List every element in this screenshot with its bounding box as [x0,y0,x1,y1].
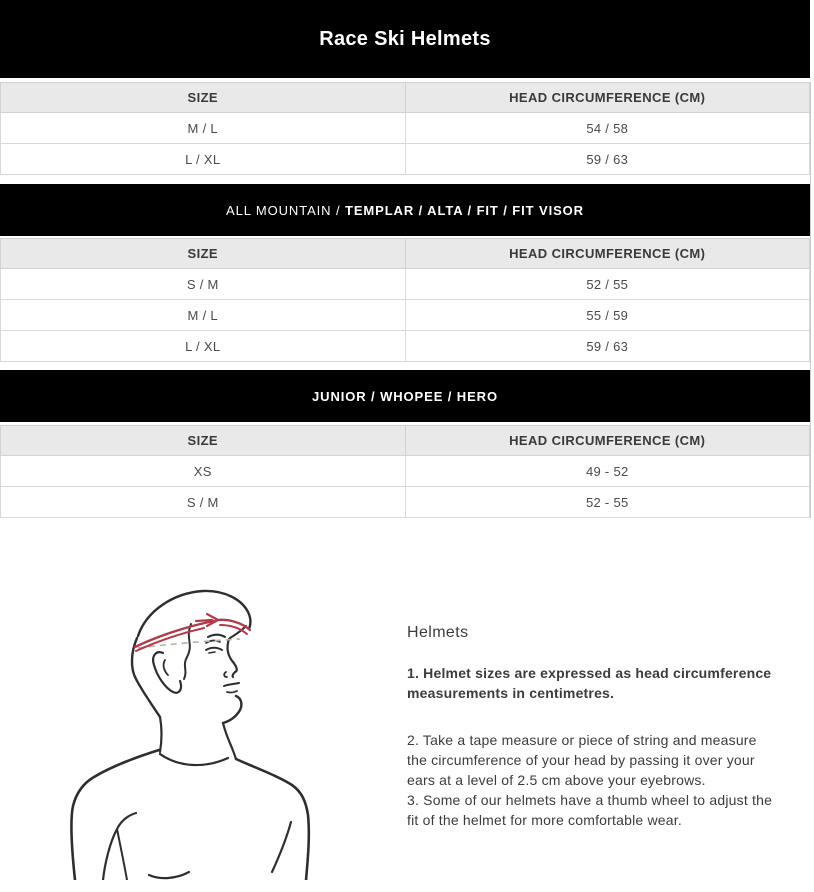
column-header-size: SIZE [1,239,406,269]
section-title-prefix: ALL MOUNTAIN / [226,202,345,218]
circumference-cell: 59 / 63 [405,331,810,362]
table-row [1,144,810,175]
junior-size-table [0,425,810,518]
column-header-head-circumference: HEAD CIRCUMFERENCE (CM) [405,426,810,456]
circumference-cell: 49 - 52 [405,456,810,487]
table-row [1,113,810,144]
guide-heading: Helmets [407,624,469,641]
table-header-row [1,83,810,113]
table-row [1,487,810,518]
banner-junior [0,370,810,422]
section-title [226,203,584,218]
banner-race-ski-helmets [0,0,810,78]
column-header-head-circumference: HEAD CIRCUMFERENCE (CM) [405,239,810,269]
instruction-step-2: 2. Take a tape measure or piece of string and measure the circumference of your head by passing it over your ears at a level of 2.5 cm above your eyebrows. [407,732,757,788]
race-size-table [0,82,810,175]
table-row [1,300,810,331]
size-cell: XS [1,456,406,487]
measurement-instructions [407,624,775,830]
banner-all-mountain [0,184,810,236]
column-header-size: SIZE [1,426,406,456]
table-row [1,331,810,362]
table-header-row [1,239,810,269]
size-cell: S / M [1,487,406,518]
table-row [1,269,810,300]
instruction-step-3: 3. Some of our helmets have a thumb wheel to adjust the fit of the helmet for more comfortable wear. [407,792,773,828]
all-mountain-size-table [0,238,810,362]
circumference-cell: 52 - 55 [405,487,810,518]
column-header-size: SIZE [1,83,406,113]
page-title: Race Ski Helmets [319,27,491,50]
instruction-step-1: 1. Helmet sizes are expressed as head circumference measurements in centimetres. [407,665,772,701]
circumference-cell: 59 / 63 [405,144,810,175]
circumference-cell: 55 / 59 [405,300,810,331]
size-cell: M / L [1,113,406,144]
measurement-guide-section [0,518,814,882]
circumference-cell: 54 / 58 [405,113,810,144]
size-cell: S / M [1,269,406,300]
section-title-models: JUNIOR / WHOPEE / HERO [312,388,498,404]
column-header-head-circumference: HEAD CIRCUMFERENCE (CM) [405,83,810,113]
size-cell: L / XL [1,144,406,175]
size-cell: M / L [1,300,406,331]
size-cell: L / XL [1,331,406,362]
table-row [1,456,810,487]
table-header-row [1,426,810,456]
section-title [312,389,498,404]
head-circumference-measurement-sketch-icon [60,580,390,880]
tables-container [0,82,811,518]
circumference-cell: 52 / 55 [405,269,810,300]
section-title-models: TEMPLAR / ALTA / FIT / FIT VISOR [345,202,584,218]
